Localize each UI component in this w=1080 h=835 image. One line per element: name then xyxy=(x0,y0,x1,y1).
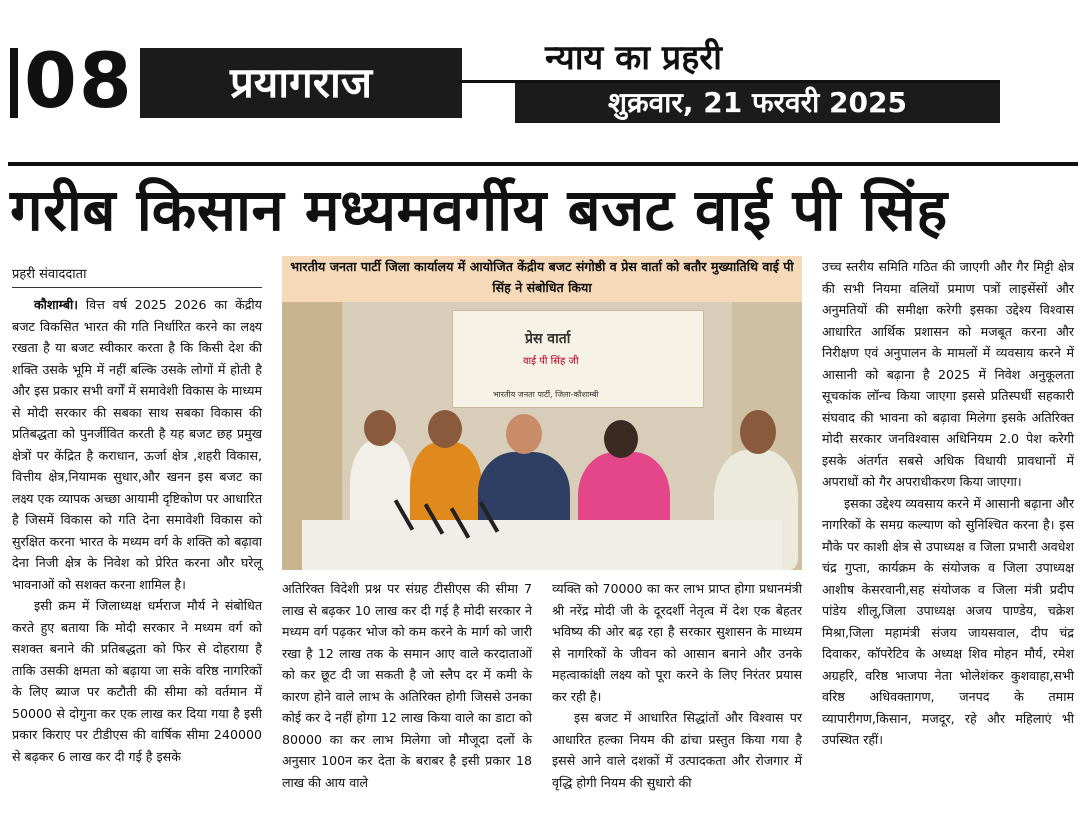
city-label: प्रयागराज xyxy=(140,48,462,118)
paragraph-1-text: वित्त वर्ष 2025 2026 का केंद्रीय बजट विकसित भारत की गति निर्धारित करने का लक्ष्य रखता है या बजट स्वीकार करता है कि किसी देश की शक्ति उसके भूमि में नहीं बल्कि उसके लोगों में होती है और इस प्रकार सभी वर्गों में समावेशी विकास के माध्यम से मोदी सरकार की सबका साथ सबका विकास की प्रतिबद्धता को पुनर्जीवित करती है यह बजट छह प्रमुख क्षेत्रों पर केंद्रित है कराधान, ऊर्जा क्षेत्र ,शहरी विकास, वित्तीय क्षेत्र,नियामक सुधार,और खनन इस बजट का लक्ष्य एक व्यापक अच्छा आयामी दृष्टिकोण पर आधारित है जिसमें विकास को गति देना समावेशी विकास को सुरक्षित करना भारत के मध्यम वर्ग के शक्ति को बढ़ावा देना निजी क्षेत्र के निवेश को प्रेरित करना और घरेलू भावनाओं को सशक्त करना शामिल है। xyxy=(12,297,262,592)
article-byline: प्रहरी संवाददाता xyxy=(12,266,262,288)
dateline: कौशाम्बी। xyxy=(34,297,79,312)
paragraph-4: व्यक्ति को 70000 का कर लाभ प्राप्त होगा प्रधानमंत्री श्री नरेंद्र मोदी जी के दूरदर्शी नेतृत्व में देश एक बेहतर भविष्य की ओर बढ़ रहा है सरकार सुशासन के माध्यम से नागरिकों के जीवन को आसान बनाने और उनके महत्वाकांक्षी लक्ष्य को पूरा करने के लिए निरंतर प्रयास कर रही है। xyxy=(552,581,802,704)
paragraph-3: अतिरिक्त विदेशी प्रश्न पर संग्रह टीसीएस की सीमा 7 लाख से बढ़कर 10 लाख कर दी गई है मोदी सरकार ने मध्यम वर्ग पढ़कर भोज को कम करने के मार्ग को जारी रखा है 12 लाख तक के समान आए वाले करदाताओं को कर छूट दी जा सकती है जो स्लैप दर में कमी के कारण होने वाले लाभ के अतिरिक्त होगी जिससे उनका कोई कर दे नहीं होगा 12 लाख किया वाले का डाटा को 80000 का कर लाभ मिलेगा जो मौजूदा दलों के अनुसार 100न कर देता के बराबर है इसी प्रकार 18 लाख की आय वाले xyxy=(282,581,532,790)
paragraph-1 xyxy=(12,294,262,595)
headline-rule xyxy=(8,162,1078,166)
newspaper-name: न्याय का प्रहरी xyxy=(545,38,722,78)
article-column-1 xyxy=(12,294,262,767)
person-3-head xyxy=(506,414,542,454)
paragraph-7: इसका उद्देश्य व्यवसाय करने में आसानी बढ़ाना और नागरिकों के समग्र कल्याण को सुनिश्चित करना है। इस मौके पर काशी क्षेत्र से उपाध्यक्ष व जिला प्रभारी अवधेश चंद्र गुप्ता, कार्यक्रम के संयोजक व जिला उपाध्यक्ष आशीष केसरवानी,सह संयोजक व जिला मंत्री प्रदीप पांडेय शीलू,जिला उपाध्यक्ष अजय पाण्डेय, चक्रेश मिश्रा,जिला महामंत्री संजय जायसवाल, दीप चंद्र दिवाकर, कॉपरेटिव के अध्यक्ष शिव मोहन मौर्य, रमेश अग्रहरि, वरिष्ठ भाजपा नेता भोलेशंकर कुशवाहा,सभी वरिष्ठ अधिवक्तागण, जनपद के तमाम व्यापारीगण,किसान, मजदूर, रहे और महिलाएं भी उपस्थित रहीं। xyxy=(822,495,1074,747)
press-conference-photo xyxy=(282,302,802,570)
photo-caption: भारतीय जनता पार्टी जिला कार्यालय में आयोजित केंद्रीय बजट संगोष्ठी व प्रेस वार्ता को बतौर मुख्यातिथि वाई पी सिंह ने संबोधित किया xyxy=(282,256,802,302)
paragraph-2: इसी क्रम में जिलाध्यक्ष धर्मराज मौर्य ने संबोधित करते हुए बताया कि मोदी सरकार ने मध्यम वर्ग को सशक्त बनाने की प्रतिबद्धता को फिर से दोहराया है ताकि उसकी क्षमता को बढ़ाया जा सके वरिष्ठ नागरिकों के लिए ब्याज पर कटौती की सीमा को वर्तमान में 50000 से दोगुना कर एक लाख कर दिया गया है इसी प्रकार किराए पर टीडीएस की वार्षिक सीमा 240000 से बढ़कर 6 लाख कर दी गई है इसके xyxy=(12,598,262,764)
person-5-head xyxy=(740,410,776,454)
article-headline: गरीब किसान मध्यमवर्गीय बजट वाई पी सिंह xyxy=(10,176,948,244)
banner-guest: वाई पी सिंह जी xyxy=(523,356,579,367)
photo-banner xyxy=(452,310,704,408)
person-4-head xyxy=(604,420,638,458)
paragraph-6: उच्च स्तरीय समिति गठित की जाएगी और गैर मिट्टी क्षेत्र की सभी नियमा वलियों प्रमाण पत्रों लाइसेंसों और अनुमतियों की समीक्षा करेगी इसका उद्देश्य विश्वास आधारित आर्थिक प्रशासन को मजबूत करना और निरीक्षण एवं अनुपालन के मामलों में व्यवसाय करने में आसानी को बढ़ाना है 2025 में निवेश अनुकूलता सूचकांक लॉन्च किया जाएगा इससे प्रतिस्पर्धी सहकारी संघवाद की भावना को बढ़ावा मिलेगा इसके अतिरिक्त मोदी सरकार जनविश्वास अधिनियम 2.0 पेश करेगी इसके अंतर्गत सबसे अधिक विधायी प्रावधानों में अपराधों को गैर अपराधीकरण किया जाएगा। xyxy=(822,259,1074,489)
article-column-4 xyxy=(822,256,1074,751)
press-table xyxy=(302,520,782,570)
paragraph-5: इस बजट में आधारित सिद्धांतों और विश्वास पर आधारित हल्का नियम की ढांचा प्रस्तुत किया गया है इससे आने वाले दशकों में उत्पादकता और रोजगार में वृद्धि होगी नियम की सुधारो की xyxy=(552,710,802,790)
issue-date: शुक्रवार, 21 फरवरी 2025 xyxy=(515,83,1000,123)
article-column-3 xyxy=(552,578,802,793)
article-column-2 xyxy=(282,578,532,793)
banner-title: प्रेस वार्ता xyxy=(525,331,571,347)
header-bar-mark xyxy=(10,48,18,118)
person-1-head xyxy=(364,410,396,446)
person-2-head xyxy=(428,410,462,448)
page-number: 08 xyxy=(24,36,134,125)
banner-org: भारतीय जनता पार्टी, जिला-कौशाम्बी xyxy=(493,390,599,399)
